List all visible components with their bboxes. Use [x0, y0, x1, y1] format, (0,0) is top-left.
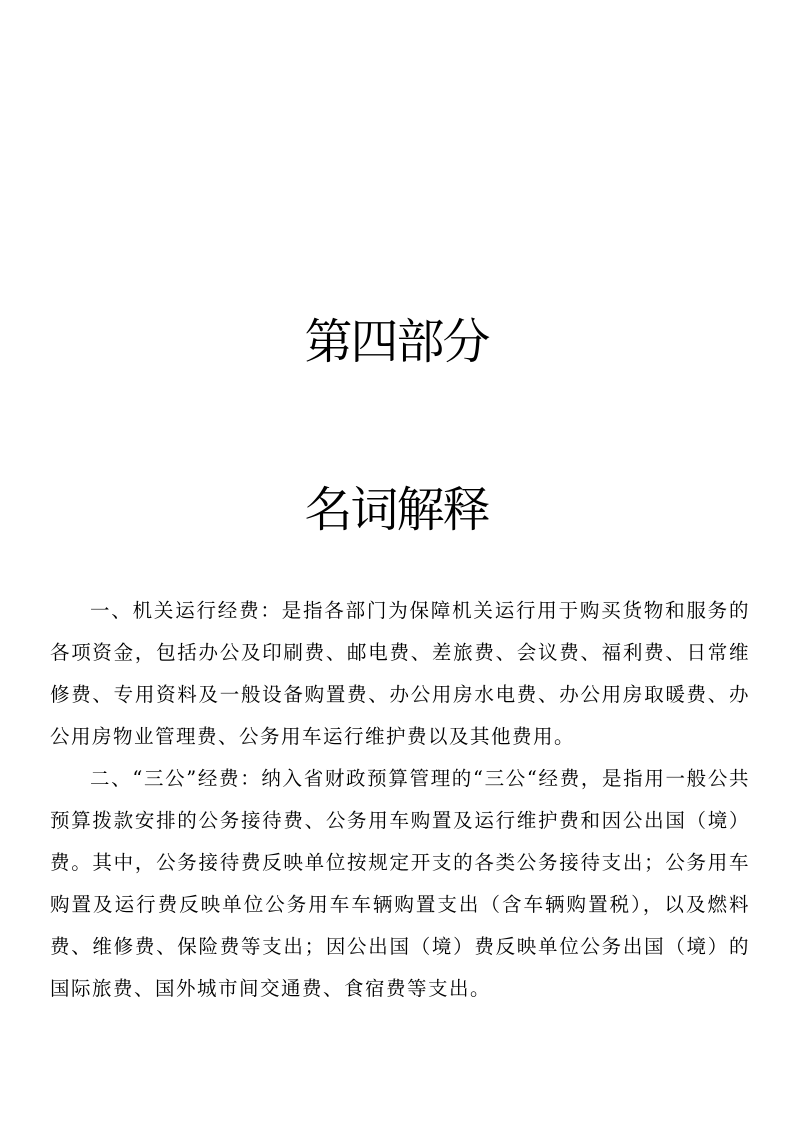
- body-text: [50, 590, 750, 1010]
- part-title: 第四部分: [304, 314, 489, 370]
- paragraph-operating-expenses: 一、机关运行经费：是指各部门为保障机关运行用于购买货物和服务的各项资金，包括办公及印刷费、邮电费、差旅费、会议费、福利费、日常维修费、专用资料及一般设备购置费、办公用房水电费、办公用房取暖费、办公用房物业管理费、公务用车运行维护费以及其他费用。: [50, 599, 750, 748]
- paragraph-three-public-expenses: 二、“三公”经费：纳入省财政预算管理的“三公“经费，是指用一般公共预算拨款安排的公务接待费、公务用车购置及运行维护费和因公出国（境）费。其中，公务接待费反映单位按规定开支的各类公务接待支出；公务用车购置及运行费反映单位公务用车车辆购置支出（含车辆购置税），以及燃料费、维修费、保险费等支出；因公出国（境）费反映单位公务出国（境）的国际旅费、国外城市间交通费、食宿费等支出。: [50, 767, 750, 1000]
- section-title: 名词解释: [304, 482, 489, 538]
